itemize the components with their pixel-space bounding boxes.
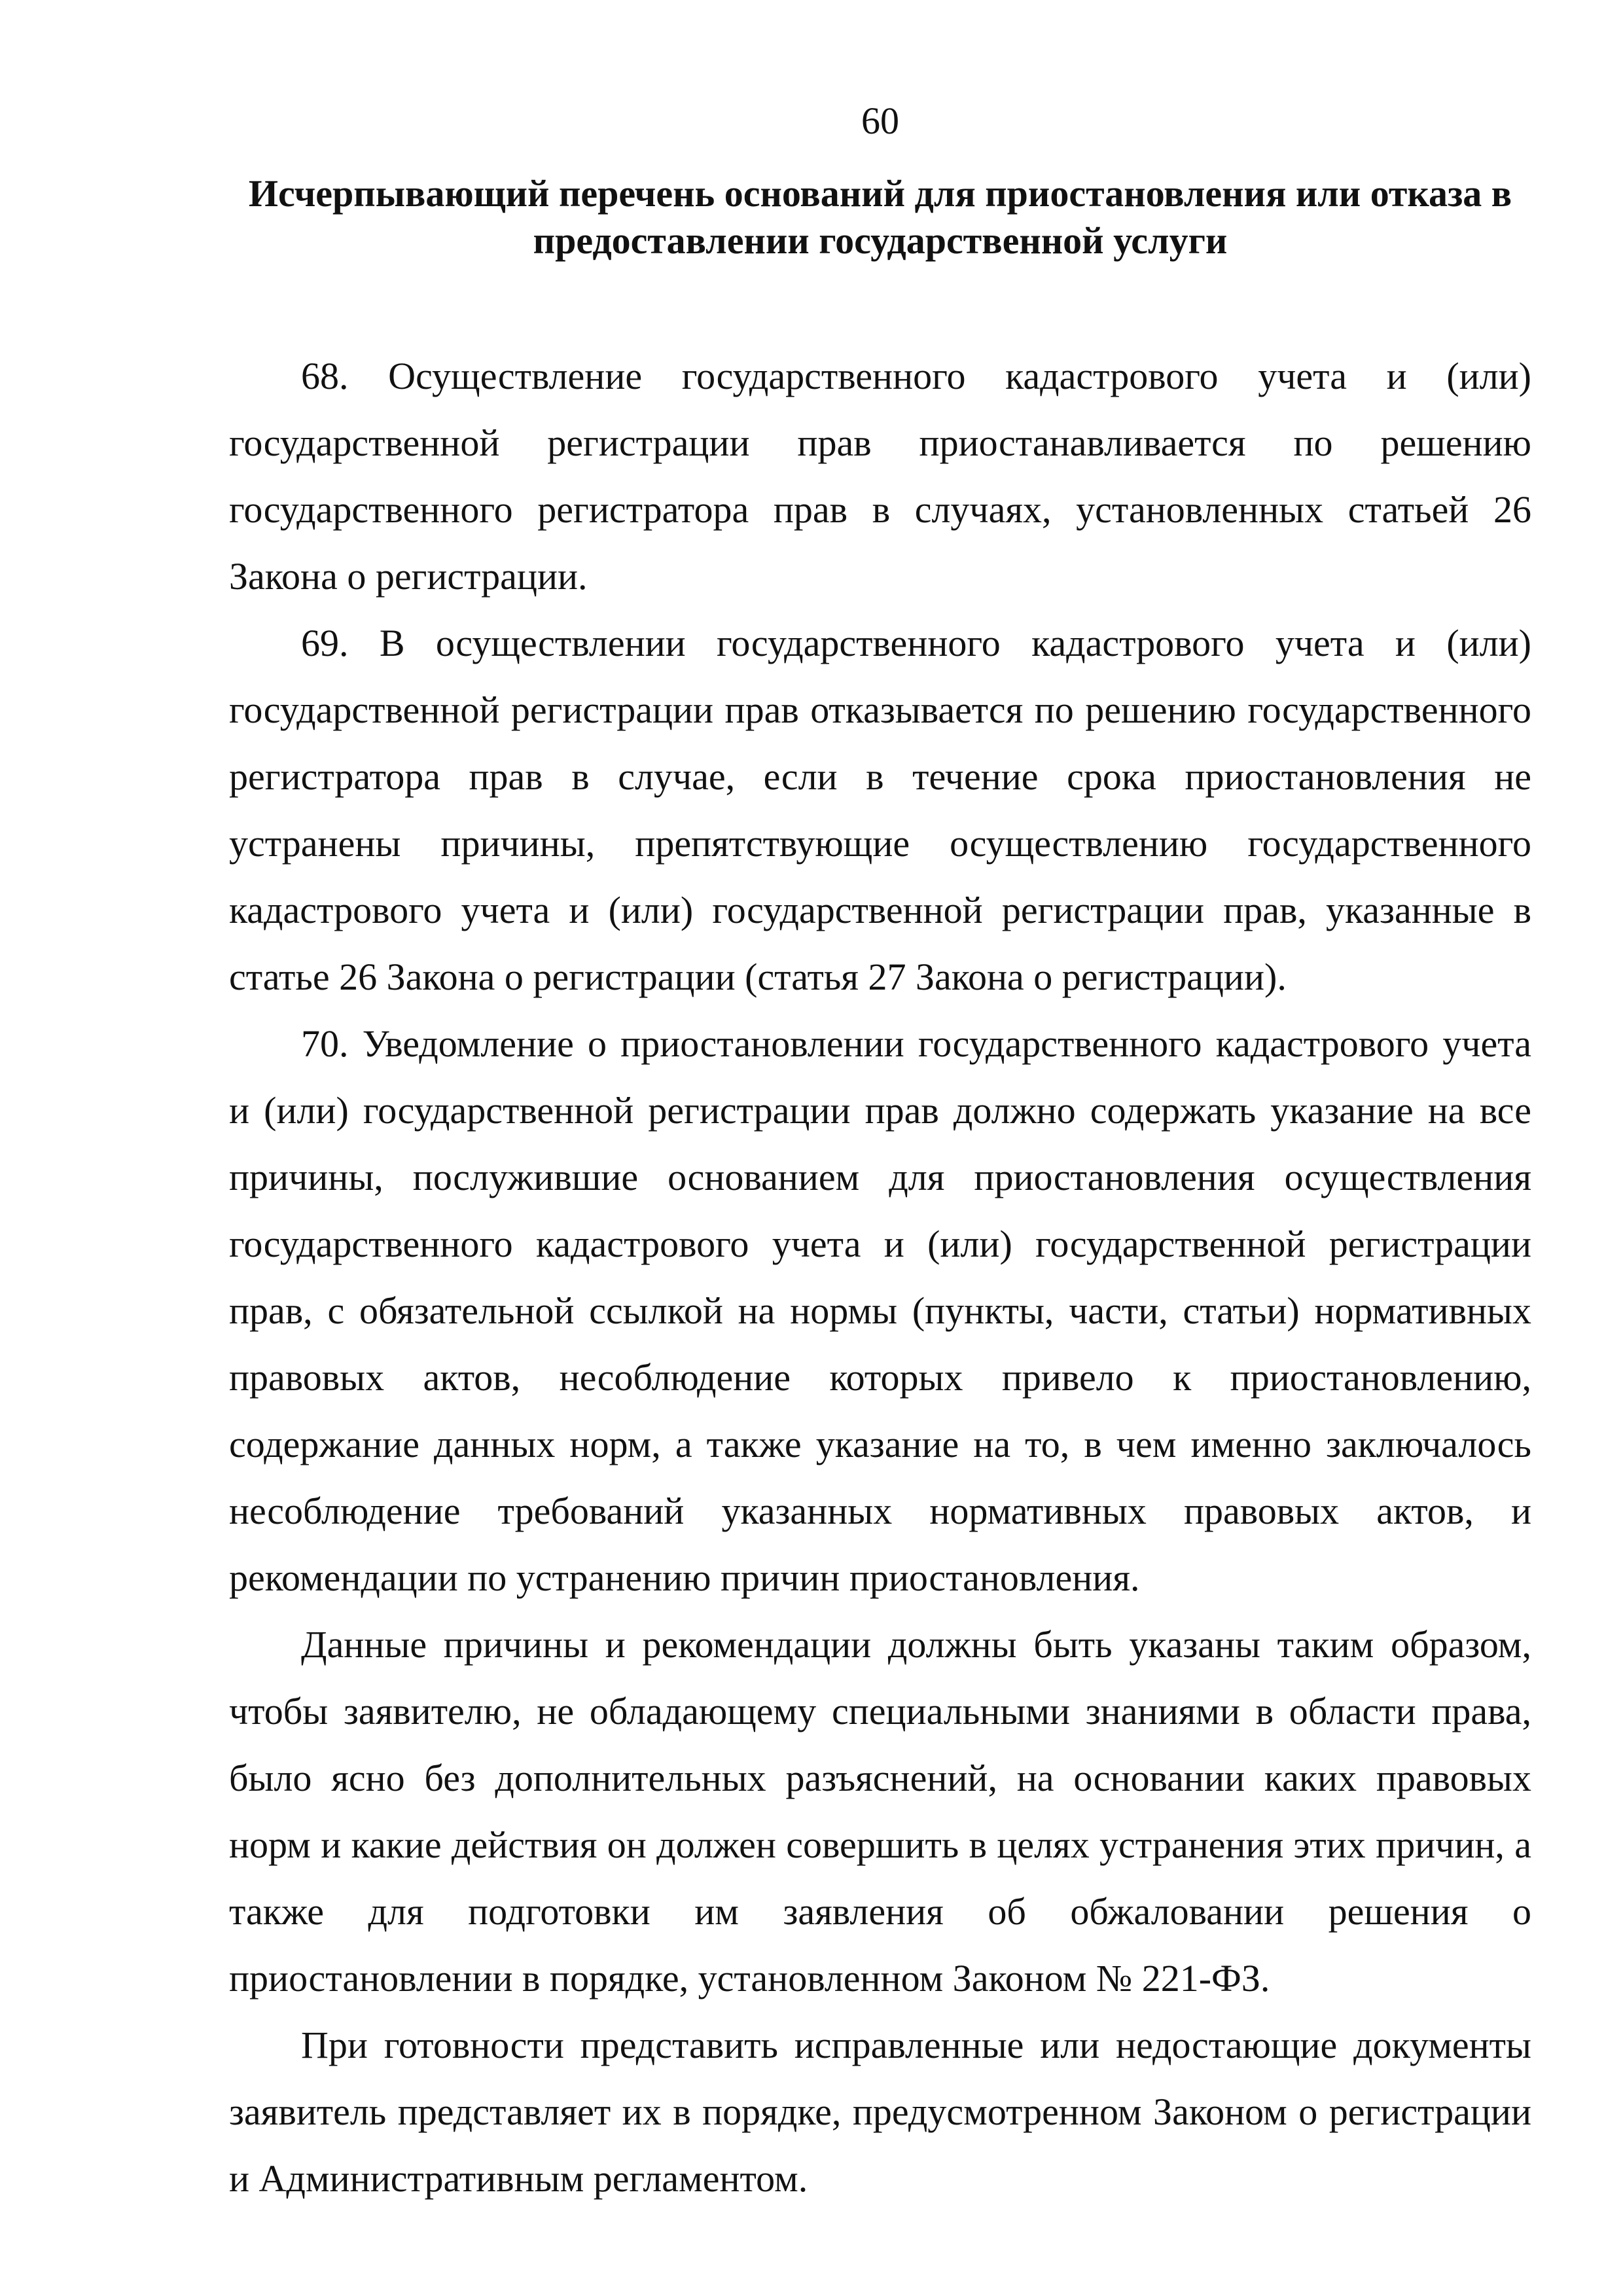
section-title (229, 170, 1531, 264)
paragraph-70-documents: При готовности представить исправленные или недостающие документы заявитель представляет их в порядке, предусмотренном Законом о регистрации и Административным регламентом. (229, 2024, 1531, 2200)
document-page (229, 92, 1531, 2212)
paragraph-68: 68. Осуществление государственного кадастрового учета и (или) государственной регистрации прав приостанавливается по решению государственного регистратора прав в случаях, установленных статьей 26 Закона о регистрации. (229, 355, 1531, 598)
section-title-line-2: предоставлении государственной услуги (533, 219, 1228, 262)
paragraph-69: 69. В осуществлении государственного кадастрового учета и (или) государственной регистрации прав отказывается по решению государственного регистратора прав в случае, если в течение срока приостановления не устранены причины, препятствующие осуществлению государственного кадастрового учета и (или) государственной регистрации прав, указанные в статье 26 Закона о регистрации (статья 27 Закона о регистрации). (229, 622, 1531, 998)
paragraph-70-reasons: Данные причины и рекомендации должны быть указаны таким образом, чтобы заявителю, не обладающему специальными знаниями в области права, было ясно без дополнительных разъяснений, на основании каких правовых норм и какие действия он должен совершить в целях устранения этих причин, а также для подготовки им заявления об обжаловании решения о приостановлении в порядке, установленном Законом № 221-ФЗ. (229, 1623, 1531, 2000)
page-number: 60 (861, 99, 899, 142)
paragraph-70: 70. Уведомление о приостановлении государственного кадастрового учета и (или) государственной регистрации прав должно содержать указание на все причины, послужившие основанием для приостановления осуществления государственного кадастрового учета и (или) государственной регистрации прав, с обязательной ссылкой на нормы (пункты, части, статьи) нормативных правовых актов, несоблюдение которых привело к приостановлению, содержание данных норм, а также указание на то, в чем именно заключалось несоблюдение требований указанных нормативных правовых актов, и рекомендации по устранению причин приостановления. (229, 1022, 1531, 1599)
section-title-line-1: Исчерпывающий перечень оснований для приостановления или отказа в (248, 172, 1512, 215)
